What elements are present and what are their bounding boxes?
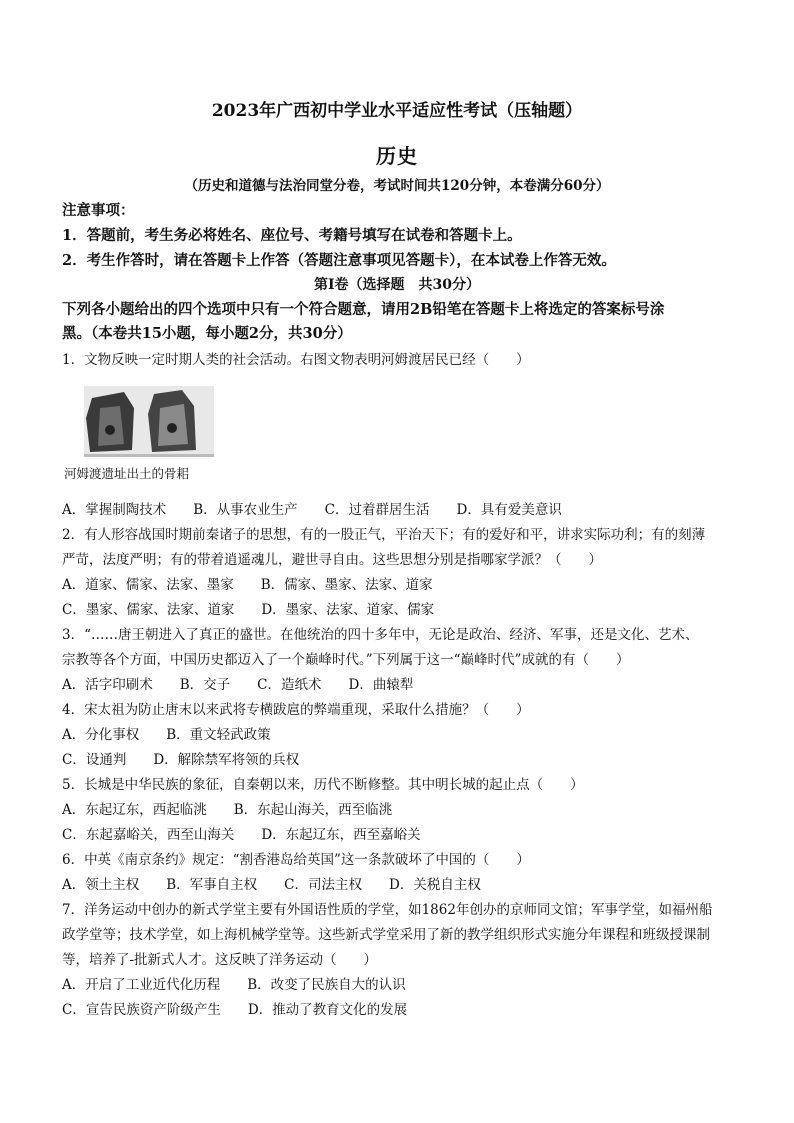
q5-stem: 5．长城是中华民族的象征，自秦朝以来，历代不断修整。其中明长城的起止点（ ） (62, 777, 584, 793)
bone-spade-image (62, 378, 232, 478)
q7-stem-3: 等，培养了-批新式人才。这反映了洋务运动（ ） (62, 952, 378, 968)
q5-options-1: A．东起辽东，西起临洮 B．东起山海关，西至临洮 (62, 802, 393, 818)
q2-stem-1: 2．有人形容战国时期前秦诸子的思想，有的一股正气，平治天下；有的爱好和平，讲求实际功利；有的刻薄 (62, 527, 706, 543)
q2-stem-2: 严苛，法度严明；有的带着逍遥魂儿，避世寻自由。这些思想分别是指哪家学派？（ ） (62, 552, 602, 568)
q1-stem: 1．文物反映一定时期人类的社会活动。右图文物表明河姆渡居民已经（ ） (62, 352, 530, 368)
q2-options-2: C．墨家、儒家、法家、道家 D．墨家、法家、道家、儒家 (62, 602, 435, 618)
section-title: 第Ⅰ卷（选择题 共30分） (313, 277, 481, 293)
exam-title: 2023年广西初中学业水平适应性考试（压轴题） (211, 101, 583, 121)
notes-item-1: 1．答题前，考生务必将姓名、座位号、考籍号填写在试卷和答题卡上。 (62, 227, 522, 244)
q7-stem-2: 政学堂等；技术学堂，如上海机械学堂等。这些新式学堂采用了新的教学组织形式实施分年课程和班级授课制 (62, 927, 710, 943)
q7-options-2: C．宣告民族资产阶级产生 D．推动了教育文化的发展 (62, 1002, 408, 1018)
q1-figure-caption: 河姆渡遗址出土的骨耜 (64, 466, 190, 481)
q4-stem: 4．宋太祖为防止唐末以来武将专横跋扈的弊端重现，采取什么措施？（ ） (62, 702, 530, 718)
q1-options: A．掌握制陶技术 B．从事农业生产 C．过着群居生活 D．具有爱美意识 (62, 502, 562, 518)
q4-options-1: A．分化事权 B．重文轻武政策 (62, 727, 271, 743)
q3-options: A．活字印刷术 B．交子 C．造纸术 D．曲辕犁 (62, 677, 414, 693)
q2-options-1: A．道家、儒家、法家、墨家 B．儒家、墨家、法家、道家 (62, 577, 433, 593)
notes-item-2: 2．考生作答时，请在答题卡上作答（答题注意事项见答题卡），在本试卷上作答无效。 (62, 252, 616, 269)
exam-meta: （历史和道德与法治同堂分卷，考试时间共120分钟，本卷满分60分） (184, 178, 610, 194)
subject-title: 历史 (376, 144, 418, 168)
q7-stem-1: 7．洋务运动中创办的新式学堂主要有外国语性质的学堂，如1862年创办的京师同文馆；军事学堂，如福州船 (62, 902, 713, 918)
section-instructions-1: 下列各小题给出的四个选项中只有一个符合题意，请用2B铅笔在答题卡上将选定的答案标号涂 (62, 301, 665, 318)
q6-stem: 6．中英《南京条约》规定：“割香港岛给英国”这一条款破坏了中国的（ ） (62, 852, 530, 868)
q3-stem-2: 宗教等各个方面，中国历史都迈入了一个巅峰时代。”下列属于这一“巅峰时代”成就的有（ ） (62, 652, 630, 668)
section-instructions-2: 黑。（本卷共15小题，每小题2分，共30分） (62, 325, 352, 342)
q3-stem-1: 3．“……唐王朝进入了真正的盛世。在他统治的四十多年中，无论是政治、经济、军事，还是文化、艺术、 (62, 627, 699, 643)
q5-options-2: C．东起嘉峪关，西至山海关 D．东起辽东，西至嘉峪关 (62, 827, 421, 843)
notes-heading: 注意事项： (62, 202, 135, 219)
q4-options-2: C．设通判 D．解除禁军将领的兵权 (62, 752, 300, 768)
q6-options: A．领土主权 B．军事自主权 C．司法主权 D．关税自主权 (62, 877, 481, 893)
q7-options-1: A．开启了工业近代化历程 B．改变了民族自大的认识 (62, 977, 406, 993)
